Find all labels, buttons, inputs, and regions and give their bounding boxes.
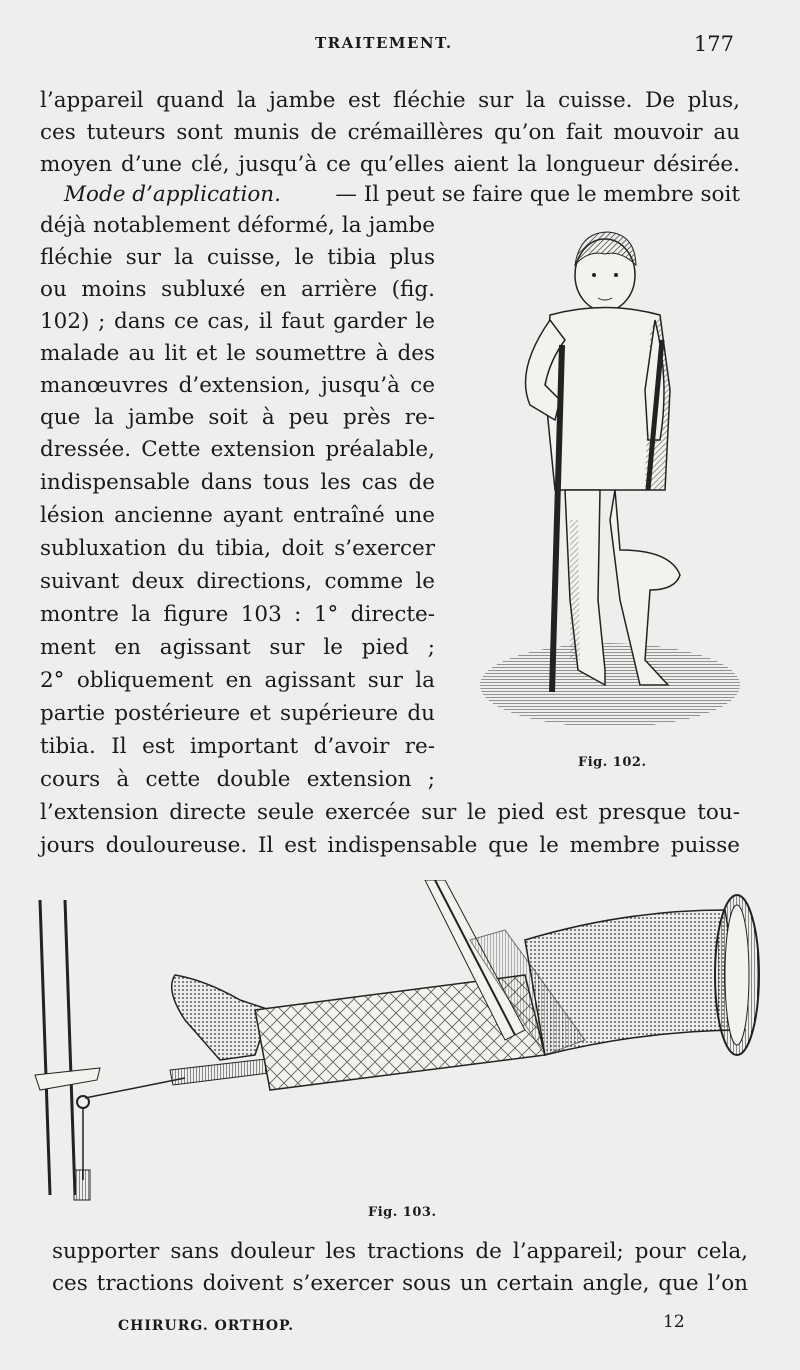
fig-103-caption: Fig. 103.	[368, 1205, 437, 1220]
text-line: dressée. Cette extension préalable,	[40, 437, 435, 462]
section-lead-line	[64, 178, 740, 211]
text-line: 102) ; dans ce cas, il faut garder le	[40, 309, 435, 334]
fig-102-caption: Fig. 102.	[578, 755, 647, 770]
text-line: subluxation du tibia, doit s’exercer	[40, 536, 435, 561]
fig-102-illustration	[470, 220, 745, 745]
text-line: indispensable dans tous les cas de	[40, 470, 435, 495]
page-number: 177	[693, 32, 734, 56]
text-line: déjà notablement déformé, la jambe	[40, 213, 435, 238]
text-line: l’appareil quand la jambe est fléchie sur la cuisse. De plus,	[40, 88, 740, 113]
text-line: que la jambe soit à peu près re-	[40, 405, 435, 430]
section-lead-italic: Mode d’application.	[64, 182, 281, 207]
text-line: cours à cette double extension ;	[40, 767, 435, 792]
section-lead-rest: — Il peut se faire que le membre soit	[335, 182, 740, 207]
text-line: ces tractions doivent s’exercer sous un certain angle, que l’on	[52, 1271, 748, 1296]
text-line: moyen d’une clé, jusqu’à ce qu’elles aient la longueur désirée.	[40, 152, 740, 177]
text-line: montre la figure 103 : 1° directe-	[40, 602, 435, 627]
text-line: supporter sans douleur les tractions de l’appareil; pour cela,	[52, 1239, 748, 1264]
text-line: malade au lit et le soumettre à des	[40, 341, 435, 366]
fig-103-illustration	[25, 880, 775, 1210]
text-line: ces tuteurs sont munis de crémaillères qu’on fait mouvoir au	[40, 120, 740, 145]
text-line: tibia. Il est important d’avoir re-	[40, 734, 435, 759]
text-line: fléchie sur la cuisse, le tibia plus	[40, 245, 435, 270]
text-line: ment en agissant sur le pied ;	[40, 635, 435, 660]
text-line: suivant deux directions, comme le	[40, 569, 435, 594]
text-line: 2° obliquement en agissant sur la	[40, 668, 435, 693]
running-head: TRAITEMENT.	[315, 34, 453, 52]
text-line: ou moins subluxé en arrière (fig.	[40, 277, 435, 302]
text-line: jours douloureuse. Il est indispensable que le membre puisse	[40, 833, 740, 858]
footer-signature-number: 12	[663, 1312, 685, 1332]
text-line: lésion ancienne ayant entraîné une	[40, 503, 435, 528]
text-line: partie postérieure et supérieure du	[40, 701, 435, 726]
footer-signature: CHIRURG. ORTHOP.	[118, 1318, 295, 1334]
text-line: l’extension directe seule exercée sur le pied est presque tou-	[40, 800, 740, 825]
text-line: manœuvres d’extension, jusqu’à ce	[40, 373, 435, 398]
